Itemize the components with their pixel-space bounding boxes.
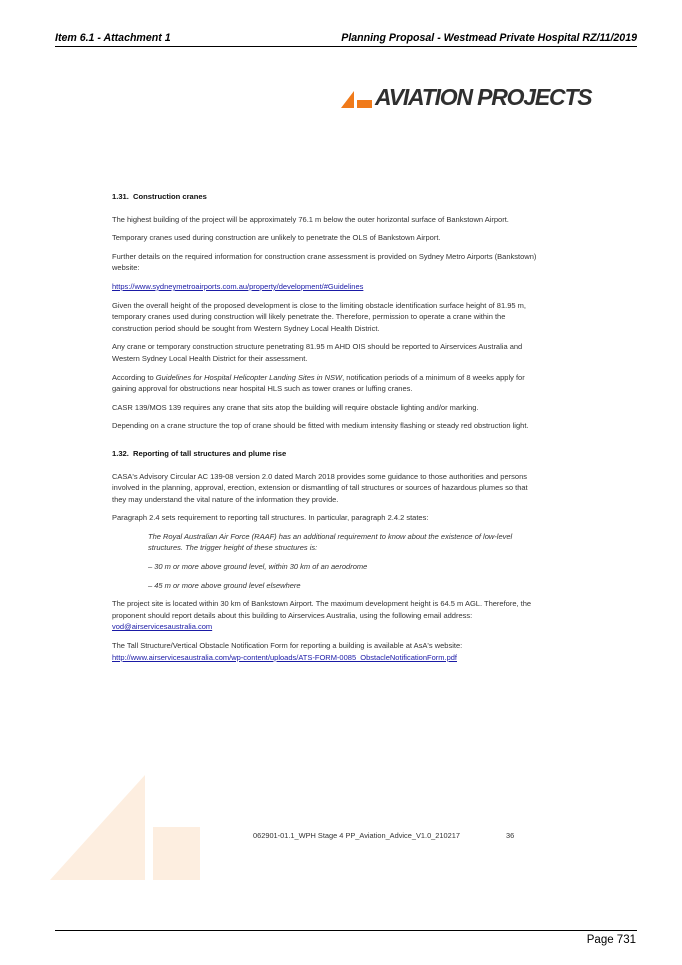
obstacle-form-link[interactable]: http://www.airservicesaustralia.com/wp-content/uploads/ATS-FORM-0085_ObstacleNotificationForm.pdf (112, 652, 457, 662)
quote-paragraph: – 30 m or more above ground level, within 30 km of an aerodrome (148, 562, 368, 572)
section-title: Reporting of tall structures and plume rise (133, 448, 287, 458)
header-document-title: Planning Proposal - Westmead Private Hospital RZ/11/2019 (341, 32, 637, 44)
paragraph: Any crane or temporary construction structure penetrating 81.95 m AHD OIS should be reported to Airservices Australia and Western Sydney Local Health District for their assessment. (112, 342, 523, 363)
section-heading-construction-cranes (112, 191, 542, 203)
footer-divider (55, 930, 637, 931)
document-footer (253, 831, 514, 840)
document-body (112, 191, 542, 670)
paragraph: CASR 139/MOS 139 requires any crane that sits atop the building will require obstacle lighting and/or marking. (112, 402, 479, 412)
paragraph: Depending on a crane structure the top of crane should be fitted with medium intensity flashing or steady red obstruction light. (112, 421, 529, 431)
header-attachment-label: Item 6.1 - Attachment 1 (55, 32, 171, 44)
paragraph: The Tall Structure/Vertical Obstacle Notification Form for reporting a building is available at AsA's website: http://www.airservicesaustralia.com/wp-content/uploads/ATS-FORM-0085_ObstacleNotificationForm.pdf (112, 641, 463, 662)
email-link[interactable]: vod@airservicesaustralia.com (112, 622, 213, 632)
guidelines-title: Guidelines for Hospital Helicopter Landing Sites in NSW (155, 372, 343, 382)
paragraph: Further details on the required information for construction crane assessment is provided on Sydney Metro Airports (Bankstown) website: (112, 251, 537, 273)
section-title: Construction cranes (133, 192, 207, 201)
section-number: 1.31. (112, 192, 129, 201)
logo-mark-icon (341, 88, 373, 108)
paragraph: According to Guidelines for Hospital Helicopter Landing Sites in NSW, notification periods of a minimum of 8 weeks apply for gaining approval for obstructions near hospital HLS such as tower cranes or luffing cranes. (112, 372, 525, 394)
logo-watermark-icon (50, 775, 200, 880)
document-page-number: 36 (506, 831, 515, 840)
section-number: 1.32. (112, 448, 129, 458)
logo-text: AVIATION PROJECTS (375, 84, 592, 110)
document-reference: 062901-01.1_WPH Stage 4 PP_Aviation_Advice_V1.0_210217 (253, 831, 460, 840)
section-heading-tall-structures (112, 448, 542, 460)
paragraph (112, 281, 542, 293)
sydney-metro-airports-link[interactable]: https://www.sydneymetroairports.com.au/property/development/#Guidelines (112, 281, 364, 291)
quote-paragraph: The Royal Australian Air Force (RAAF) has an additional requirement to know about the existence of low-level structures. The trigger height of these structures is: (148, 531, 513, 553)
paragraph: Given the overall height of the proposed development is close to the limiting obstacle identification surface height of 81.95 m, temporary cranes used during construction will likely penetrate the. Therefore, permission to operate a crane within the construction period should be sought from Western Sydney Local Health District. (112, 300, 526, 333)
paragraph: CASA's Advisory Circular AC 139-08 version 2.0 dated March 2018 provides some guidance to those authorities and persons involved in the planning, approval, erection, extension or dismantling of tall structures or sources of hazardous plumes so that they may understand the vital nature of the information they provide. (112, 471, 528, 504)
paragraph: Paragraph 2.4 sets requirement to reporting tall structures. In particular, paragraph 2.4.2 states: (112, 513, 429, 523)
paragraph: The project site is located within 30 km of Bankstown Airport. The maximum development height is 64.5 m AGL. Therefore, the proponent should report details about this building to Airservices Australia, using the following email address: vod@airservicesaustralia.com (112, 599, 532, 632)
paragraph: Temporary cranes used during construction are unlikely to penetrate the OLS of Bankstown Airport. (112, 233, 441, 243)
quote-paragraph: – 45 m or more above ground level elsewhere (148, 580, 301, 590)
page-number: Page 731 (586, 934, 636, 946)
paragraph: The highest building of the project will be approximately 76.1 m below the outer horizontal surface of Bankstown Airport. (112, 214, 509, 224)
page-header (55, 32, 637, 47)
